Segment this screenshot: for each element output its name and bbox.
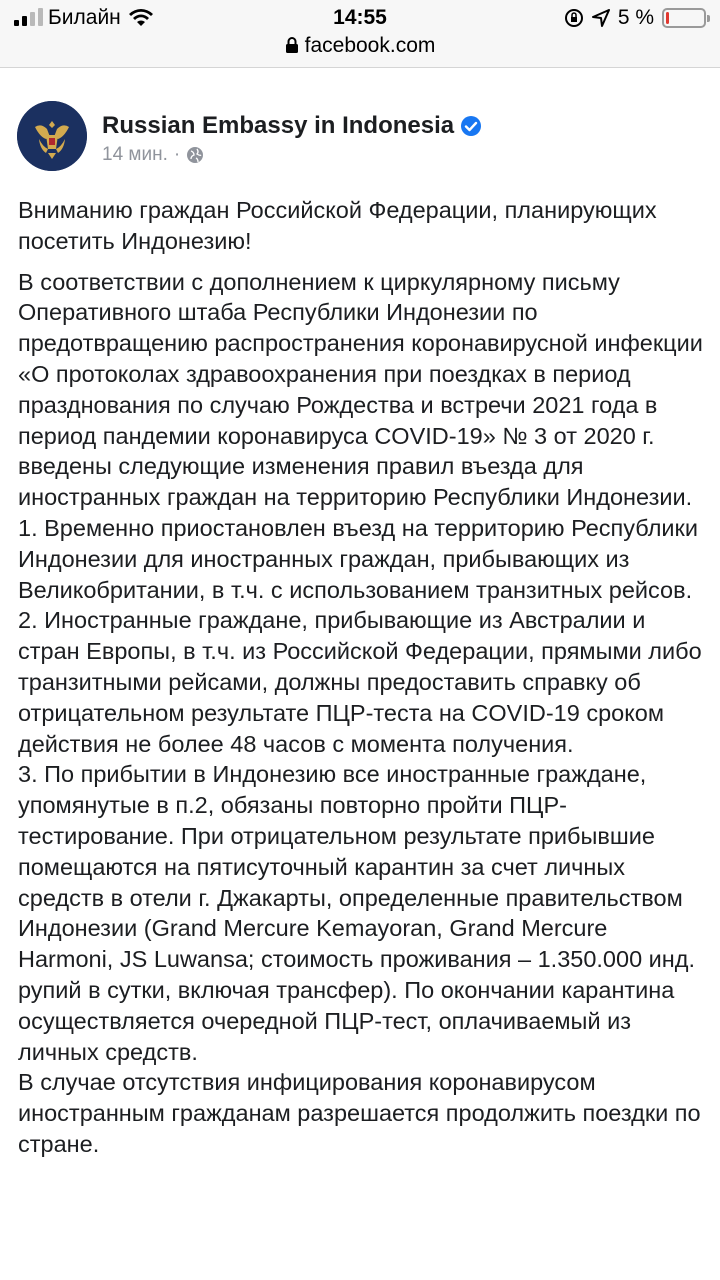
page-name: Russian Embassy in Indonesia xyxy=(102,112,455,139)
battery-percent: 5 % xyxy=(617,6,654,29)
double-headed-eagle-emblem xyxy=(17,101,87,171)
post-timestamp[interactable]: 14 мин. xyxy=(102,144,168,165)
carrier-name: Билайн xyxy=(48,6,121,29)
post-meta xyxy=(102,144,204,166)
post-header xyxy=(0,98,720,178)
post-paragraph-item-2: 2. Иностранные граждане, прибывающие из Австралии и стран Европы, в т.ч. из Российской Федерации, прямыми либо транзитными рейсами, должны предоставить справку об отрицательном результате ПЦР-теста на COVID-19 сроком действия не более 48 часов с момента получения. xyxy=(18,607,702,757)
location-arrow-icon xyxy=(592,9,610,27)
browser-top-bar xyxy=(0,0,720,68)
clock: 14:55 xyxy=(333,6,387,29)
post-paragraph-main: В соответствии с дополнением к циркулярному письму Оперативного штаба Республики Индонезии по предотвращению распространения коронавирусной инфекции «О протоколах здравоохранения при поездках в период празднования по случаю Рождества и встречи 2021 года в период пандемии коронавируса COVID-19» № 3 от 2020 г. введены следующие изменения правил въезда для иностранных граждан на территорию Республики Индонезии. xyxy=(18,268,703,511)
url-text: facebook.com xyxy=(304,34,436,57)
verified-badge-icon xyxy=(460,115,482,137)
page-avatar[interactable] xyxy=(17,101,87,171)
meta-separator: · xyxy=(173,144,181,165)
post-paragraph-conclusion: В случае отсутствия инфицирования коронавирусом иностранным гражданам разрешается продолжить поездки по стране. xyxy=(18,1069,701,1157)
globe-icon xyxy=(186,146,204,164)
post-paragraph-item-1: 1. Временно приостановлен въезд на территорию Республики Индонезии для иностранных граждан, прибывающих из Великобритании, в т.ч. с использованием транзитных рейсов. xyxy=(18,514,698,603)
post-paragraph-intro: Вниманию граждан Российской Федерации, планирующих посетить Индонезию! xyxy=(18,197,657,254)
post-paragraph-item-3: 3. По прибытии в Индонезию все иностранные граждане, упомянутые в п.2, обязаны повторно пройти ПЦР-тестирование. При отрицательном результате прибывшие помещаются на пятисуточный карантин за счет личных средств в отели г. Джакарты, определенные правительством Индонезии (Grand Mercure Kemayoran, Grand Mercure Harmoni, JS Luwansa; стоимость проживания – 1.350.000 инд. рупий в сутки, включая трансфер). По окончании карантина осуществляется очередной ПЦР-тест, оплачиваемый из личных средств. xyxy=(18,761,696,1065)
page-name-link[interactable] xyxy=(102,112,482,140)
status-bar xyxy=(0,0,720,36)
post-body xyxy=(18,195,708,1160)
rotation-lock-icon xyxy=(564,8,584,28)
lock-icon xyxy=(285,36,299,54)
battery-icon xyxy=(662,8,706,28)
address-bar[interactable] xyxy=(0,34,720,58)
